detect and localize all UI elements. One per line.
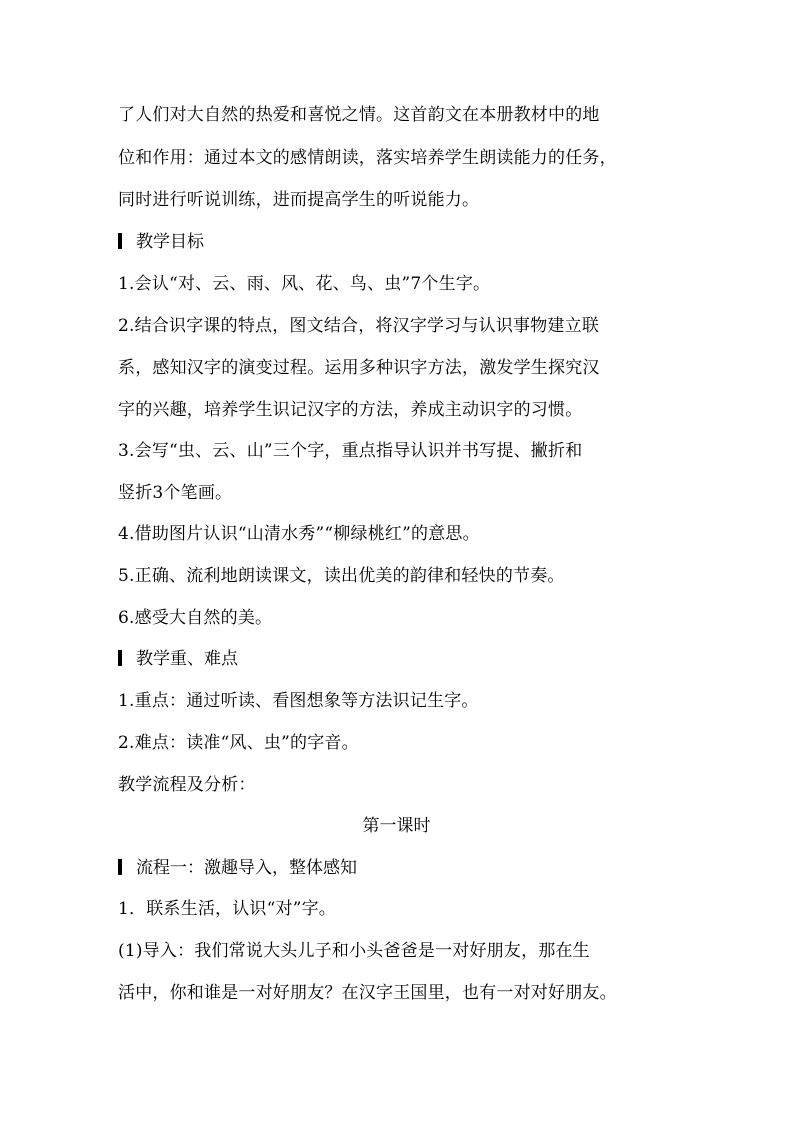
section-heading-flow-1-label: 流程一：激趣导入，整体感知: [136, 858, 357, 878]
section-heading-goals-label: 教学目标: [136, 232, 204, 252]
goal-1: 1.会认“对、云、雨、风、花、鸟、虫”7个生字。: [118, 274, 491, 294]
flow-step-1: 1．联系生活，认识“对”字。: [118, 899, 336, 919]
goal-2-line-1: 2.结合识字课的特点，图文结合，将汉字学习与认识事物建立联: [118, 316, 600, 336]
flow-step-1a-line-1: (1)导入：我们常说大头儿子和小头爸爸是一对好朋友，那在生: [118, 941, 590, 961]
intro-line-2: 位和作用：通过本文的感情朗读，落实培养学生朗读能力的任务，: [118, 148, 617, 168]
heading-marker-bar: [118, 650, 122, 666]
keypoint-1: 1.重点：通过听读、看图想象等方法识记生字。: [118, 691, 479, 711]
goal-4: 4.借助图片认识“山清水秀”“柳绿桃红”的意思。: [118, 524, 480, 544]
flow-step-1a-line-2: 活中，你和谁是一对好朋友？在汉字王国里，也有一对对好朋友。: [118, 983, 617, 1003]
goal-2-line-2: 系，感知汉字的演变过程。运用多种识字方法，激发学生探究汉: [118, 358, 600, 378]
section-heading-goals: [118, 231, 204, 253]
keypoint-2: 2.难点：读准“风、虫”的字音。: [118, 733, 359, 753]
goal-6: 6.感受大自然的美。: [118, 608, 273, 628]
lesson-title: 第一课时: [362, 816, 431, 836]
goal-2-line-3: 字的兴趣，培养学生识记汉字的方法，养成主动识字的习惯。: [118, 400, 583, 420]
heading-marker-bar: [118, 233, 122, 249]
goal-5: 5.正确、流利地朗读课文，读出优美的韵律和轻快的节奏。: [118, 566, 565, 586]
section-heading-keypoints: [118, 648, 238, 670]
flow-label: 教学流程及分析：: [118, 775, 256, 795]
heading-marker-bar: [118, 859, 122, 875]
section-heading-flow-1: [118, 857, 357, 879]
goal-3-line-1: 3.会写“虫、云、山”三个字，重点指导认识并书写提、撇折和: [118, 441, 583, 461]
intro-line-1: 了人们对大自然的热爱和喜悦之情。这首韵文在本册教材中的地: [118, 105, 600, 125]
intro-line-3: 同时进行听说训练，进而提高学生的听说能力。: [118, 190, 480, 210]
section-heading-keypoints-label: 教学重、难点: [136, 649, 238, 669]
goal-3-line-2: 竖折3个笔画。: [118, 483, 233, 503]
